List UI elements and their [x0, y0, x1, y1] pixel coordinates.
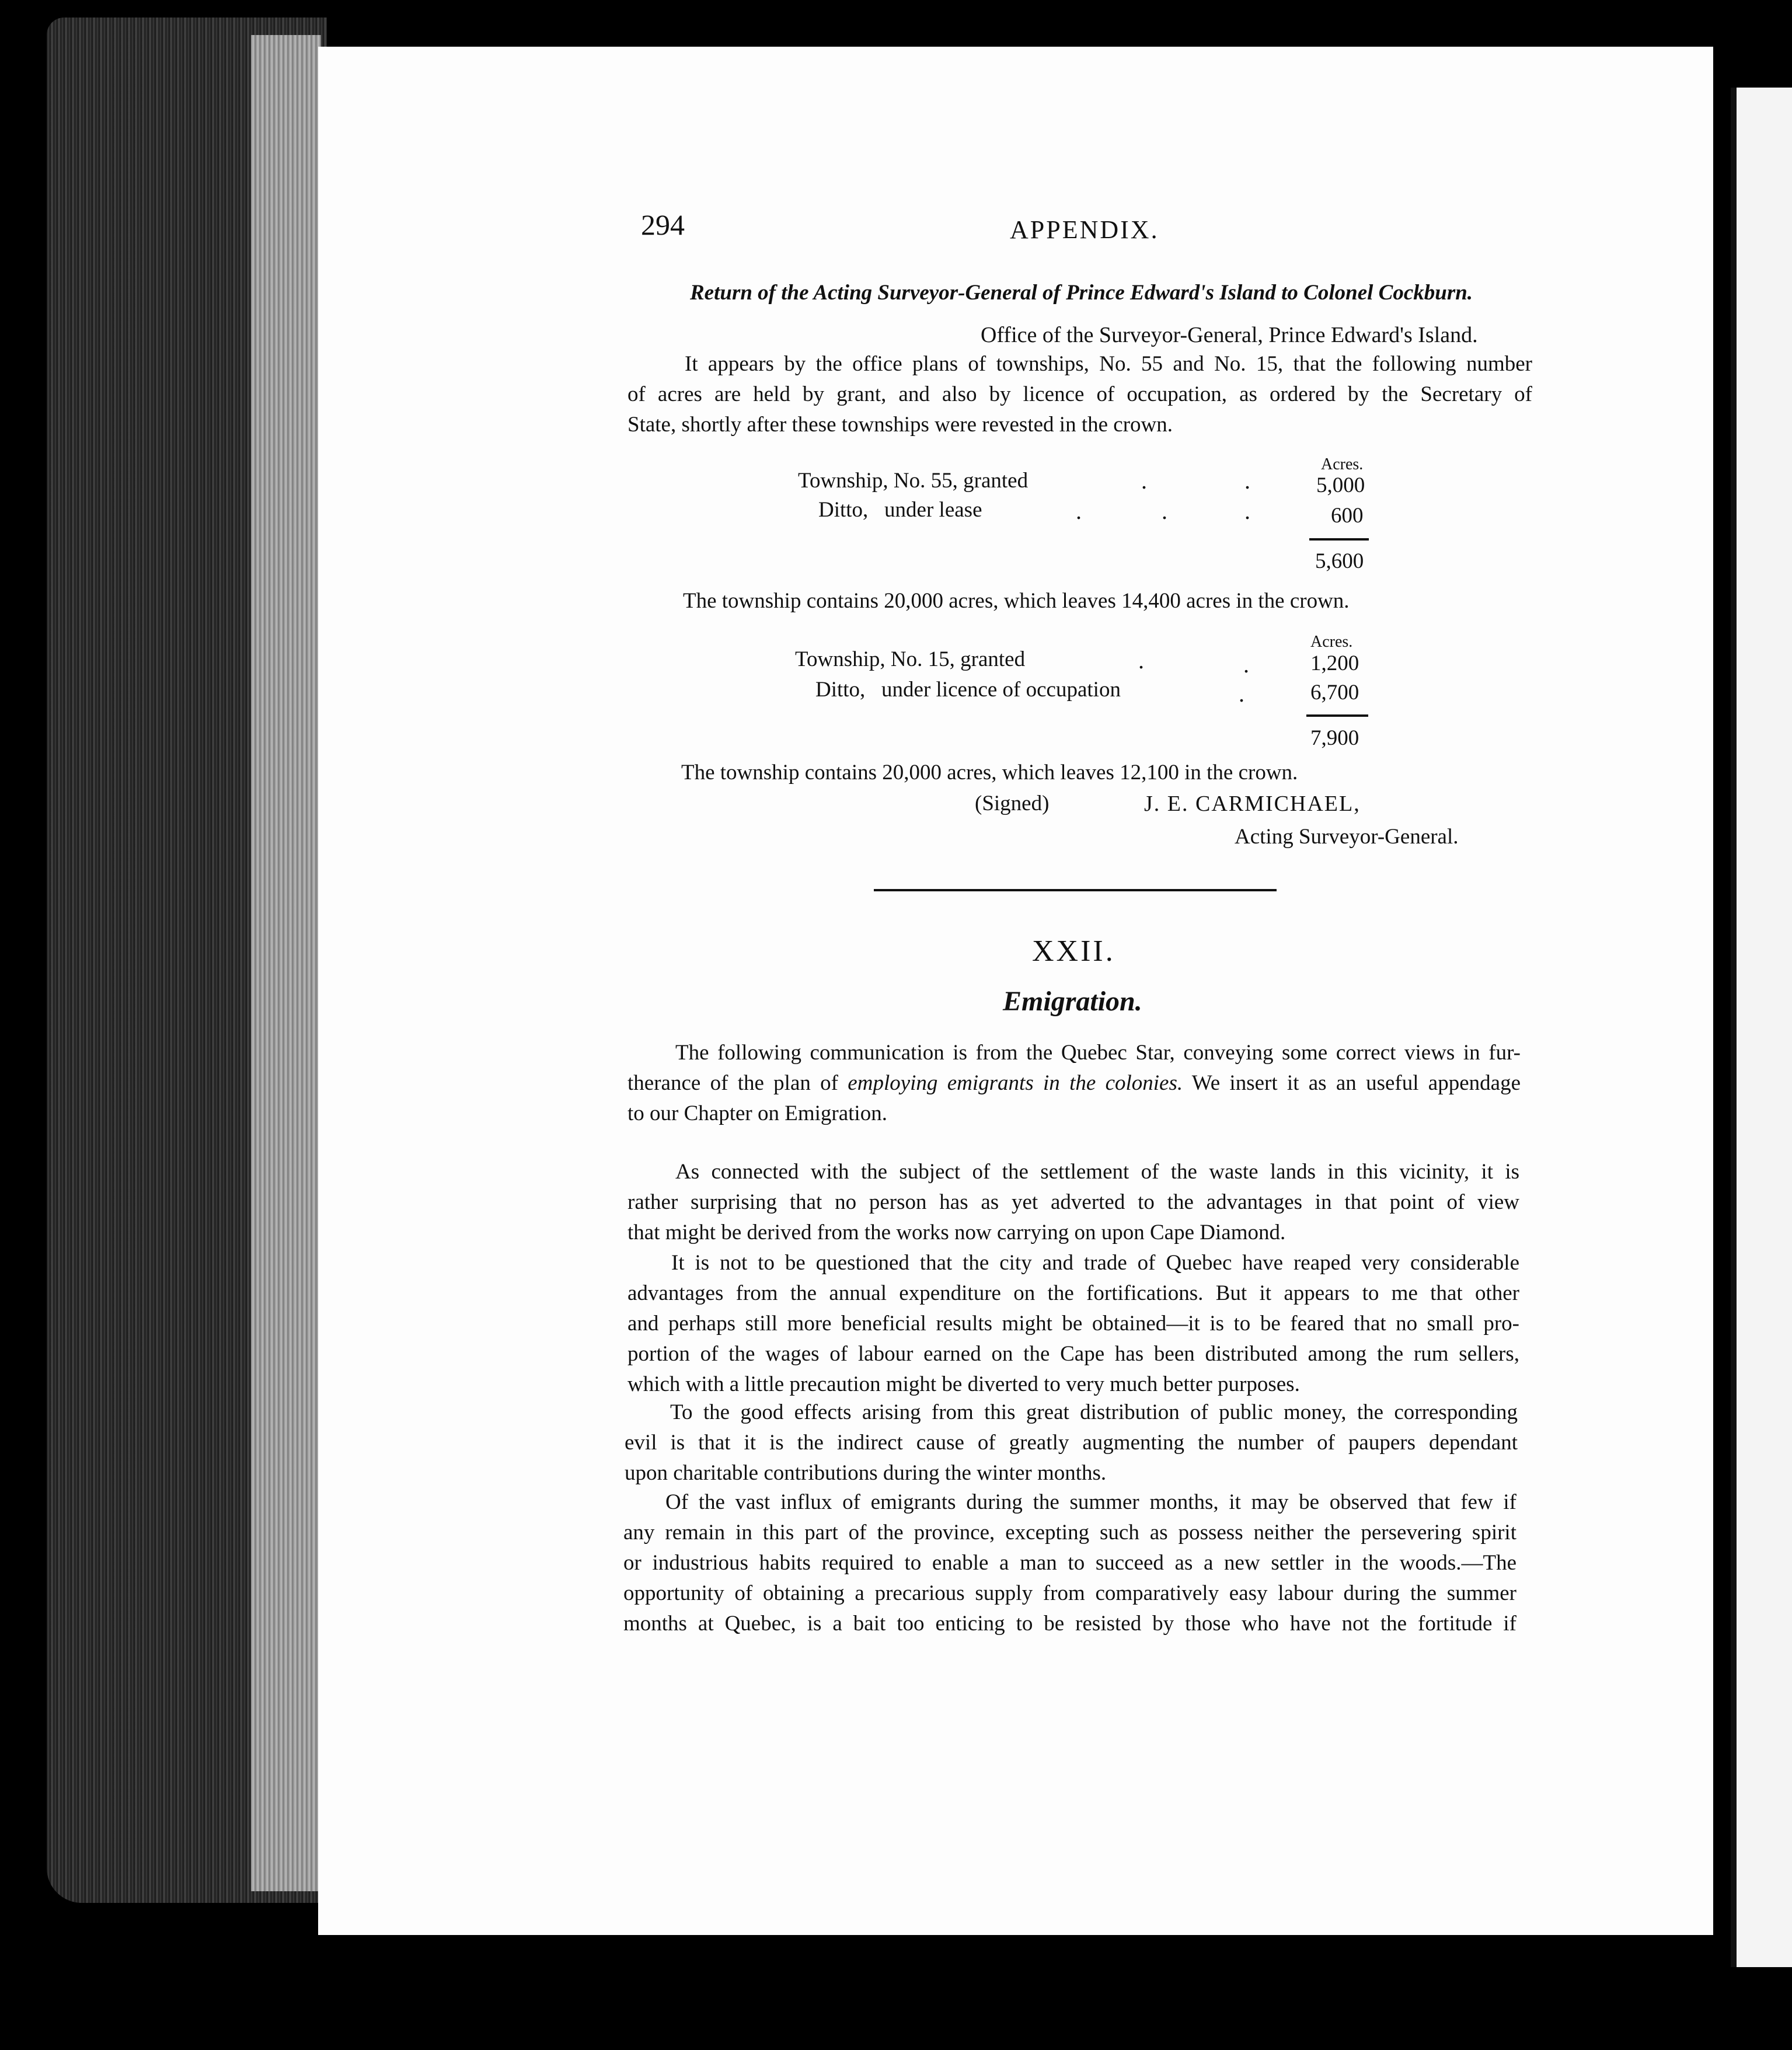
table-row-label: Ditto, under licence of occupation [815, 678, 1121, 702]
leader-dot: . [1239, 681, 1244, 707]
next-page-edge [1731, 88, 1792, 1967]
table-total: 5,600 [1315, 549, 1364, 573]
section-number: XXII. [1032, 935, 1115, 968]
table-row-label: Township, No. 55, granted [798, 469, 1029, 493]
text-line: portion of the wages of labour earned on the Cape has been distributed among the rum sellers, [627, 1342, 1519, 1366]
table-row-value: 5,000 [1316, 473, 1365, 497]
text-line: that might be derived from the works now carrying on upon Cape Diamond. [627, 1221, 1286, 1244]
signed-label: (Signed) [975, 792, 1050, 815]
leader-dot: . [1162, 498, 1167, 524]
leader-dot: . [1243, 651, 1249, 678]
leader-dot: . [1244, 498, 1250, 524]
text-line: of acres are held by grant, and also by licence of occupation, as ordered by the Secretary of [627, 382, 1532, 406]
text-line: or industrious habits required to enable a man to succeed as a new settler in the woods.—The [623, 1551, 1516, 1575]
text-line: rather surprising that no person has as yet adverted to the advantages in that point of view [627, 1190, 1519, 1214]
text-line: It appears by the office plans of townships, No. 55 and No. 15, that the following number [685, 352, 1532, 376]
text-line: and perhaps still more beneficial results might be obtained—it is to be feared that no small pro- [627, 1312, 1519, 1336]
body-paragraph [627, 1248, 1519, 1400]
table-summary: The township contains 20,000 acres, which leaves 12,100 in the crown. [681, 761, 1298, 785]
text-line [627, 1068, 1521, 1099]
text-run: therance of the plan of [627, 1071, 848, 1095]
running-head: APPENDIX. [1010, 215, 1159, 244]
signer-name: J. E. CARMICHAEL, [1144, 792, 1361, 816]
text-line: which with a little precaution might be diverted to very much better purposes. [627, 1372, 1300, 1396]
text-line: advantages from the annual expenditure on the fortifications. But it appears to me that other [627, 1281, 1519, 1305]
text-line: months at Quebec, is a bait too enticing to be resisted by those who have not the fortitude if [623, 1612, 1516, 1636]
table-row-value: 600 [1331, 504, 1364, 528]
text-line: Of the vast influx of emigrants during the summer months, it may be observed that few if [665, 1490, 1516, 1514]
table-row-value: 1,200 [1310, 651, 1359, 675]
leader-dot: . [1076, 498, 1082, 524]
return-title: Return of the Acting Surveyor-General of Prince Edward's Island to Colonel Cockburn. [690, 281, 1473, 305]
text-line: upon charitable contributions during the winter months. [625, 1461, 1107, 1485]
italic-phrase: employing emigrants in the colonies. [848, 1071, 1183, 1095]
section-intro [627, 1038, 1521, 1129]
text-line: The following communication is from the Quebec Star, conveying some correct views in fur- [675, 1041, 1521, 1065]
page-edges [251, 35, 321, 1891]
body-paragraph [627, 1157, 1519, 1248]
table-total: 7,900 [1310, 726, 1359, 750]
body-paragraph [625, 1397, 1518, 1488]
text-line: State, shortly after these townships were revested in the crown. [627, 413, 1173, 437]
acres-header: Acres. [1310, 633, 1353, 651]
table-summary: The township contains 20,000 acres, which leaves 14,400 acres in the crown. [683, 589, 1350, 613]
leader-dot: . [1141, 468, 1147, 494]
section-title: Emigration. [1003, 986, 1142, 1017]
table-row-label: Ditto, under lease [818, 498, 982, 522]
signer-title: Acting Surveyor-General. [1235, 825, 1459, 849]
table-row-value: 6,700 [1310, 681, 1359, 705]
text-line: any remain in this part of the province, excepting such as possess neither the persevering spirit [623, 1521, 1516, 1545]
text-line: As connected with the subject of the settlement of the waste lands in this vicinity, it is [675, 1160, 1519, 1184]
leader-dot: . [1244, 468, 1250, 494]
text-line: opportunity of obtaining a precarious supply from comparatively easy labour during the summer [623, 1581, 1516, 1605]
text-line: To the good effects arising from this great distribution of public money, the corresponding [670, 1400, 1518, 1424]
office-line: Office of the Surveyor-General, Prince Edward's Island. [981, 323, 1478, 347]
sum-rule [1306, 714, 1368, 717]
section-divider [874, 889, 1277, 891]
text-run: We insert it as an useful appendage [1183, 1071, 1521, 1095]
text-line: to our Chapter on Emigration. [627, 1101, 887, 1125]
table-row-label: Township, No. 15, granted [795, 647, 1026, 671]
page-number: 294 [641, 208, 685, 241]
sum-rule [1309, 538, 1369, 541]
text-line: It is not to be questioned that the city and trade of Quebec have reaped very considerable [671, 1251, 1519, 1275]
body-paragraph [623, 1487, 1516, 1639]
acres-header: Acres. [1321, 455, 1364, 473]
return-intro [627, 349, 1532, 440]
leader-dot: . [1138, 647, 1144, 674]
text-line: evil is that it is the indirect cause of greatly augmenting the number of paupers dependant [625, 1431, 1518, 1455]
